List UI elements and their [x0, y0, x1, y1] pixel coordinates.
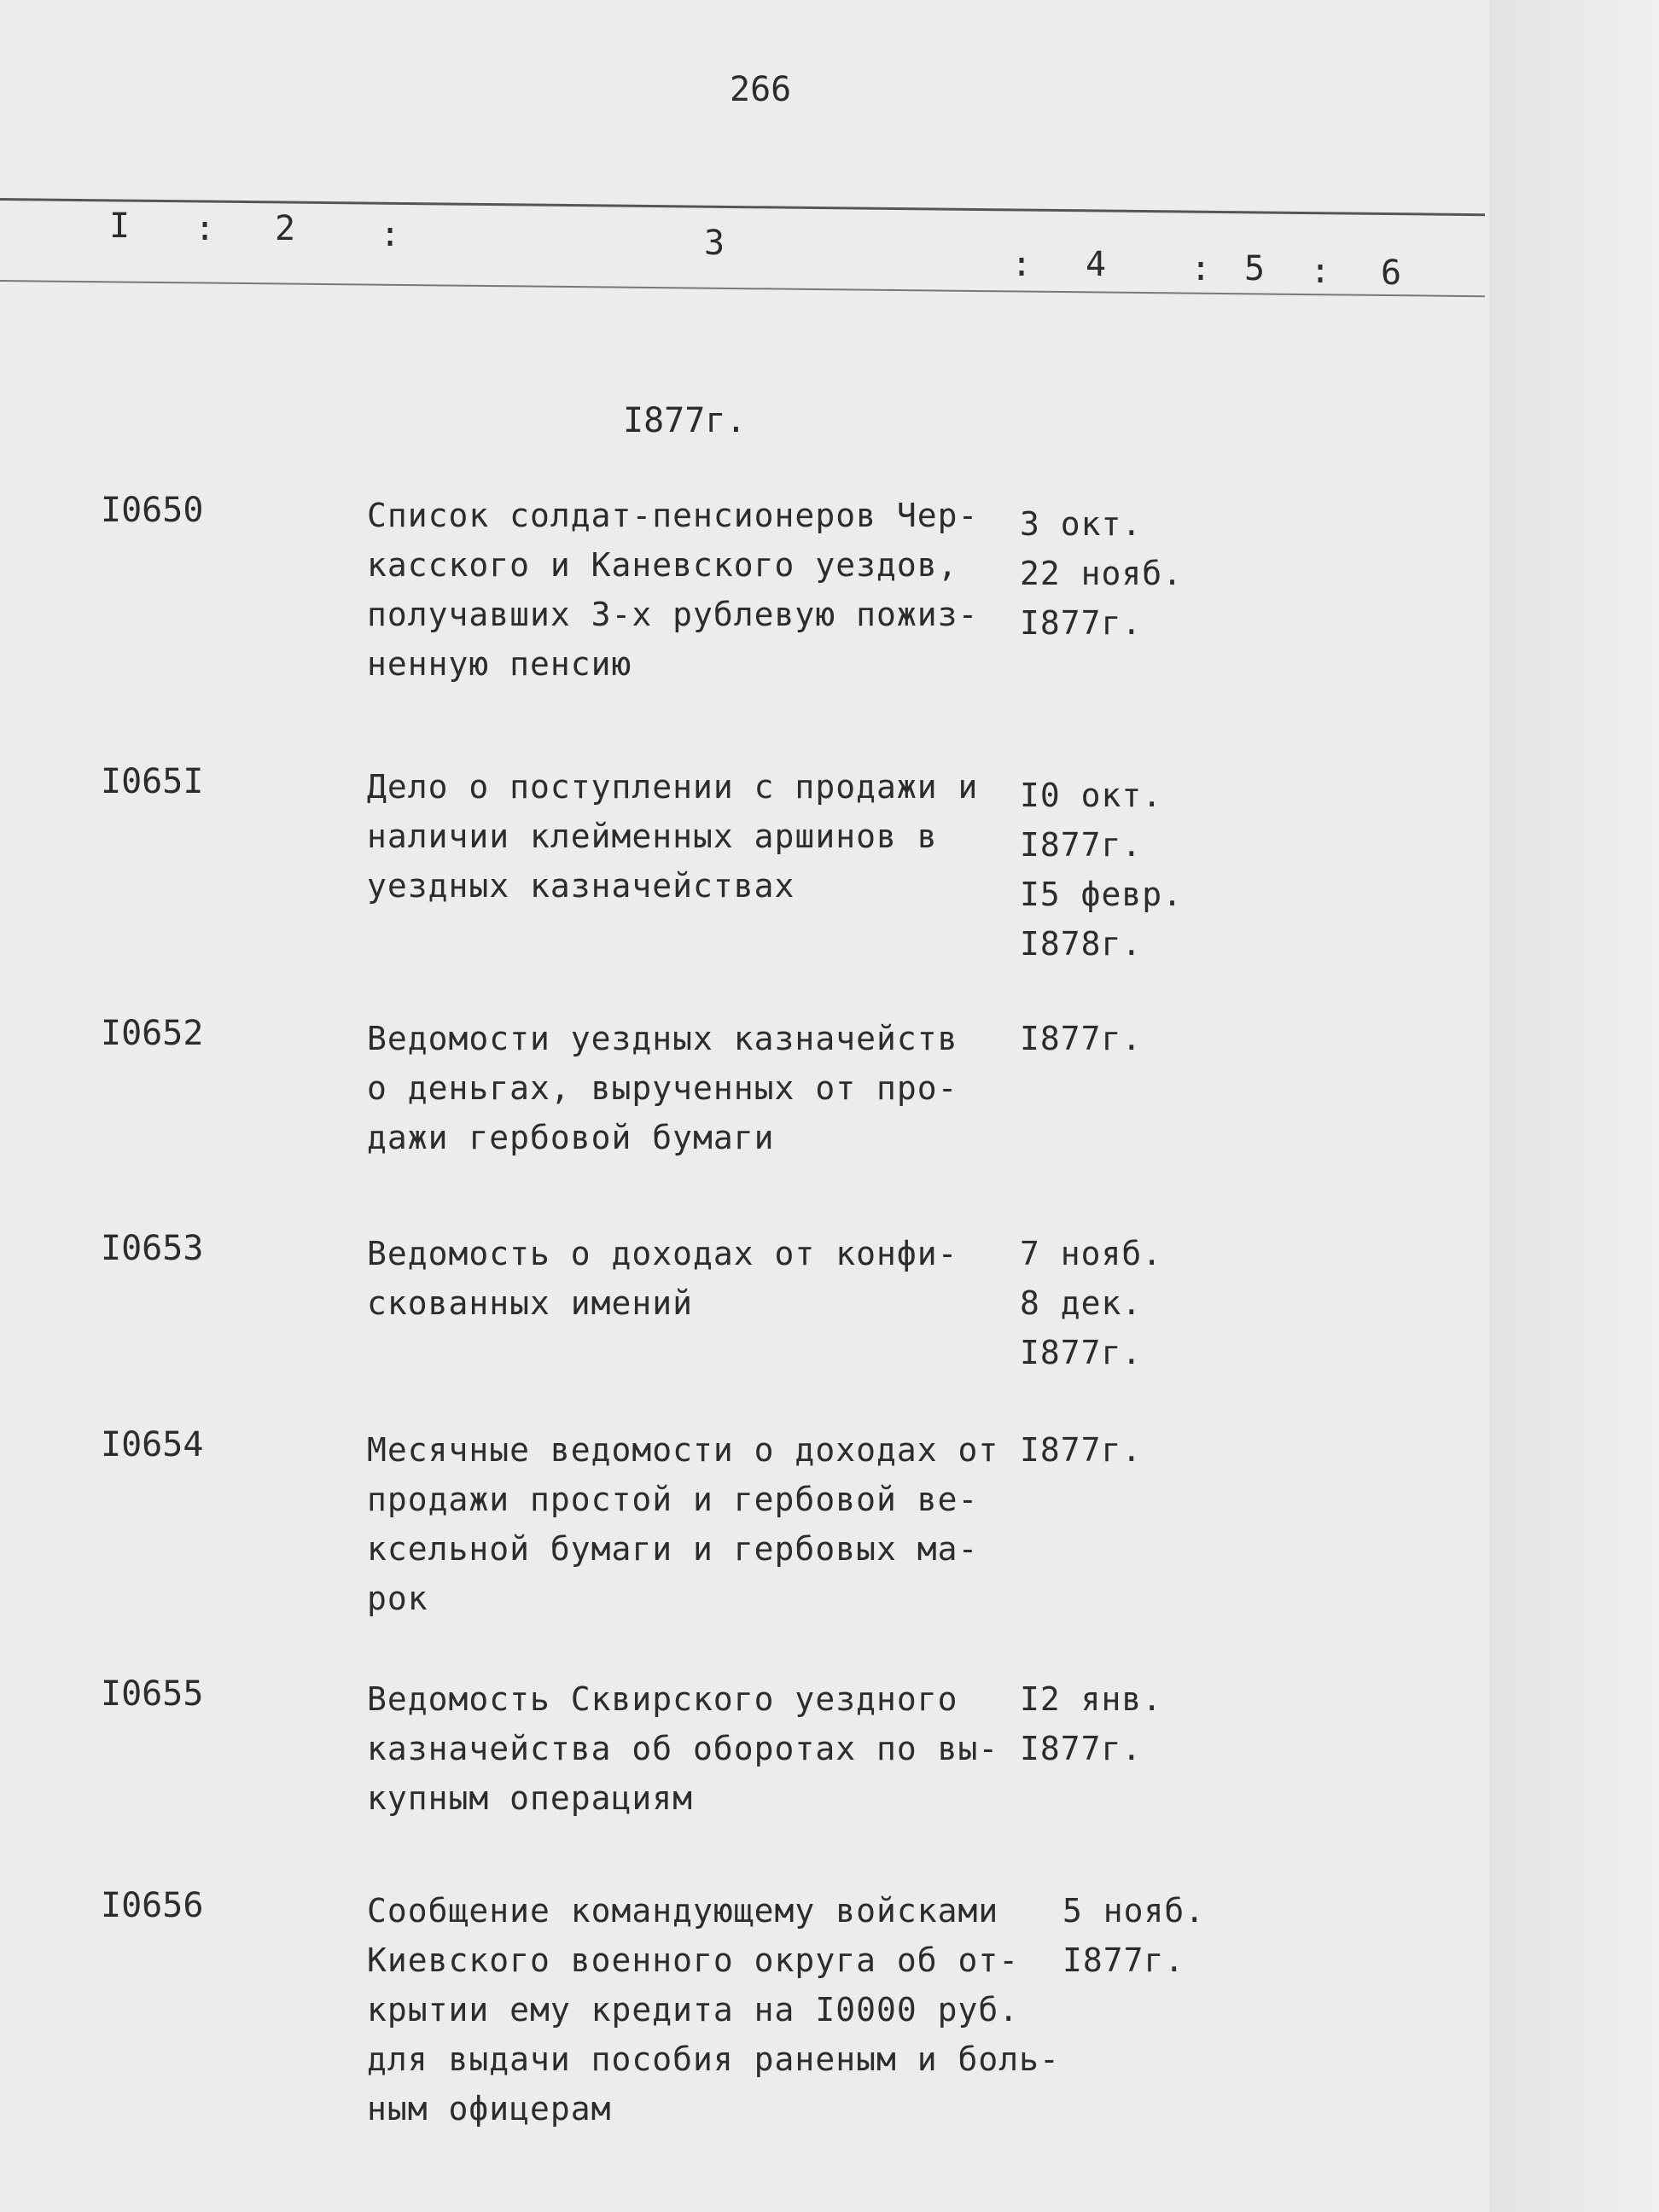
- title-line: касского и Каневского уездов,: [367, 546, 958, 584]
- title-line: крытии ему кредита на I0000 руб.: [367, 1991, 1020, 2029]
- entry-number: I0653: [101, 1229, 204, 1268]
- title-line: Список солдат-пенсионеров Чер-: [367, 497, 979, 534]
- page-number: 266: [730, 70, 792, 109]
- title-line: продажи простой и гербовой ве-: [367, 1481, 979, 1518]
- date-line: 5 нояб.: [1062, 1892, 1206, 1930]
- title-line: рок: [367, 1580, 428, 1617]
- date-line: I877г.: [1020, 604, 1143, 642]
- column-header-5: 5: [1244, 249, 1266, 288]
- title-line: Месячные ведомости о доходах от: [367, 1431, 999, 1469]
- column-header-3: 3: [704, 224, 725, 263]
- title-line: ксельной бумаги и гербовых ма-: [367, 1530, 979, 1568]
- title-line: Сообщение командующему войсками: [367, 1892, 999, 1930]
- section-year: I877г.: [623, 401, 747, 440]
- column-separator: :: [195, 209, 216, 248]
- title-line: ненную пенсию: [367, 645, 632, 683]
- column-separator: :: [1011, 245, 1033, 284]
- entry-dates: [1020, 1014, 1142, 1063]
- date-line: I5 февр.: [1020, 876, 1184, 913]
- entry-title: [367, 1229, 1016, 1328]
- adjacent-page-edge: [1489, 0, 1659, 2212]
- date-line: I877г.: [1020, 1431, 1143, 1469]
- title-line: наличии клейменных аршинов в: [367, 818, 938, 855]
- entry-title: [367, 1014, 1016, 1162]
- title-line: Дело о поступлении с продажи и: [367, 768, 979, 806]
- entry-number: I0652: [101, 1014, 204, 1053]
- column-separator: :: [1190, 249, 1212, 288]
- date-line: I877г.: [1020, 1020, 1143, 1057]
- column-header-2: 2: [275, 209, 296, 248]
- entry-number: I0650: [101, 491, 204, 530]
- title-line: купным операциям: [367, 1779, 694, 1817]
- entry-number: I0655: [101, 1674, 204, 1714]
- title-line: Киевского военного округа об от-: [367, 1941, 1020, 1979]
- date-line: I877г.: [1020, 1730, 1143, 1767]
- date-line: I877г.: [1062, 1941, 1185, 1979]
- entry-title: [367, 491, 1016, 689]
- date-line: I878г.: [1020, 925, 1143, 963]
- entry-number: I065I: [101, 762, 204, 801]
- title-line: дажи гербовой бумаги: [367, 1119, 775, 1156]
- entry-dates: [1020, 1229, 1162, 1377]
- column-header-1: I: [109, 207, 131, 246]
- column-separator: :: [1310, 252, 1331, 291]
- date-line: I877г.: [1020, 1334, 1143, 1371]
- title-line: казначейства об оборотах по вы-: [367, 1730, 999, 1767]
- date-line: I2 янв.: [1020, 1680, 1163, 1718]
- date-line: 8 дек.: [1020, 1284, 1143, 1322]
- entry-dates: [1020, 1674, 1162, 1773]
- column-header-4: 4: [1086, 245, 1107, 284]
- entry-dates: [1020, 499, 1183, 648]
- header-top-rule: [0, 198, 1485, 216]
- entry-dates: [1020, 771, 1183, 969]
- date-line: I0 окт.: [1020, 777, 1163, 814]
- entry-dates: [1020, 1425, 1142, 1475]
- entry-dates: [1062, 1886, 1205, 1985]
- entry-number: I0654: [101, 1425, 204, 1464]
- title-line: уездных казначействах: [367, 867, 795, 905]
- title-line: для выдачи пособия раненым и боль-: [367, 2040, 1060, 2078]
- title-line: Ведомости уездных казначейств: [367, 1020, 958, 1057]
- title-line: Ведомость Сквирского уездного: [367, 1680, 958, 1718]
- date-line: 22 нояб.: [1020, 555, 1184, 592]
- title-line: скованных имений: [367, 1284, 694, 1322]
- column-header-6: 6: [1381, 253, 1402, 293]
- column-separator: :: [380, 215, 401, 254]
- entry-title: [367, 1886, 1060, 2133]
- title-line: ным офицерам: [367, 2090, 612, 2128]
- entry-number: I0656: [101, 1886, 204, 1925]
- title-line: Ведомость о доходах от конфи-: [367, 1235, 958, 1272]
- entry-title: [367, 1674, 1016, 1823]
- date-line: 3 окт.: [1020, 505, 1143, 543]
- title-line: получавших 3-х рублевую пожиз-: [367, 596, 979, 633]
- date-line: I877г.: [1020, 826, 1143, 864]
- entry-title: [367, 1425, 1016, 1623]
- date-line: 7 нояб.: [1020, 1235, 1163, 1272]
- entry-title: [367, 762, 1016, 911]
- title-line: о деньгах, вырученных от про-: [367, 1069, 958, 1107]
